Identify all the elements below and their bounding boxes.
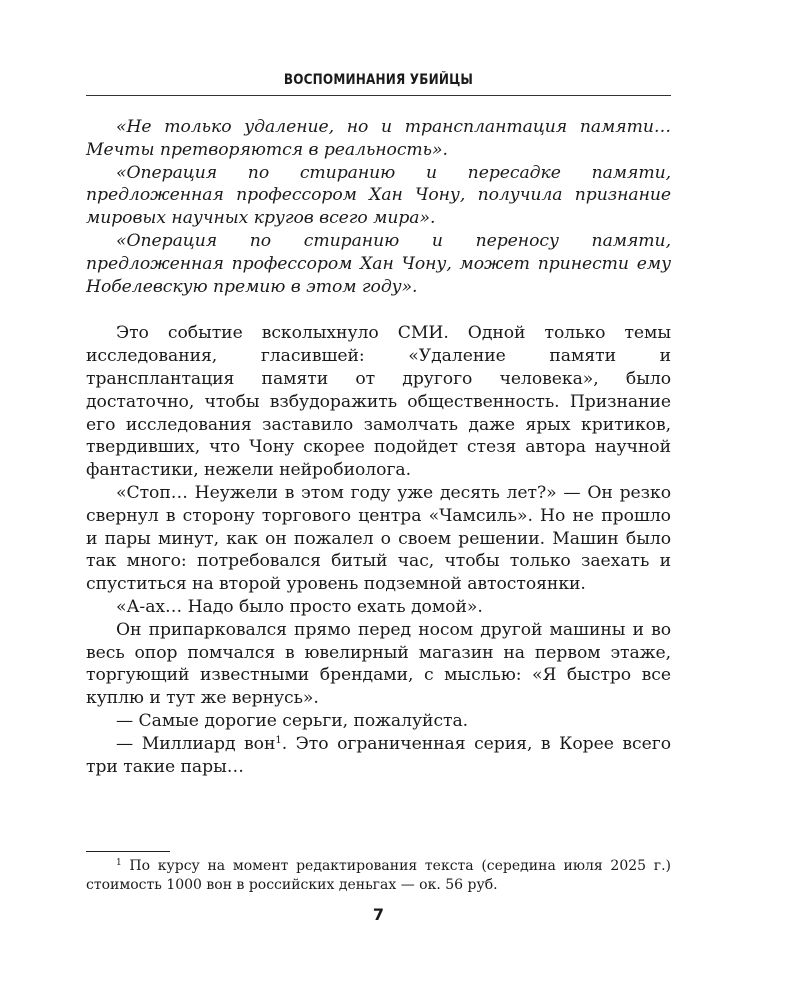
paragraph: «Стоп… Неужели в этом году уже десять лет?» — Он резко свернул в сторону торгового центра «Чамсиль». Но не прошло и пары минут, как он пожалел о своем решении. Машин было так много: потребовался битый час, чтобы только заехать и спуститься на второй уровень подземной автостоянки. xyxy=(86,482,671,595)
quote-line: «Операция по стиранию и переносу памяти, предложенная профессором Хан Чону, может принести ему Нобелевскую премию в этом году». xyxy=(86,230,671,297)
dialogue-text-continued: . Это ограниченная серия, в Корее всего три такие пары… xyxy=(86,733,671,777)
book-page xyxy=(86,0,671,1000)
paragraph: Он припарковался прямо перед носом другой машины и во весь опор помчался в ювелирный магазин на первом этаже, торгующий известными брендами, с мыслью: «Я быстро все куплю и тут же вернусь». xyxy=(86,619,671,709)
quote-line: «Не только удаление, но и трансплантация памяти… Мечты претворяются в реальность». xyxy=(86,117,671,160)
dialogue-line-with-footnote xyxy=(86,733,671,779)
section-gap xyxy=(86,298,671,322)
page-number: 7 xyxy=(372,905,385,924)
running-head: ВОСПОМИНАНИЯ УБИЙЦЫ xyxy=(283,72,474,88)
footnote xyxy=(86,857,671,894)
running-head-rule xyxy=(86,95,671,96)
main-text xyxy=(86,116,671,778)
footnote-separator xyxy=(86,851,170,852)
paragraph: Это событие всколыхнуло СМИ. Одной только темы исследования, гласившей: «Удаление памяти и трансплантация памяти от другого человека», было достаточно, чтобы взбудоражить общественность. Признание его исследования заставило замолчать даже ярых критиков, твердивших, что Чону скорее подойдет стезя автора научной фантастики, нежели нейробиолога. xyxy=(86,323,671,481)
footnote-reference[interactable]: 1 xyxy=(275,734,282,746)
dialogue-line: — Самые дорогие серьги, пожалуйста. xyxy=(116,710,469,731)
quote-block xyxy=(86,116,671,298)
paragraph: «А-ах… Надо было просто ехать домой». xyxy=(116,596,483,617)
footnote-text: По курсу на момент редактирования текста (середина июля 2025 г.) стоимость 1000 вон в российских деньгах — ок. 56 руб. xyxy=(86,858,671,893)
quote-line: «Операция по стиранию и пересадке памяти, предложенная профессором Хан Чону, получила признание мировых научных кругов всего мира». xyxy=(86,162,671,229)
dialogue-text: — Миллиард вон xyxy=(116,733,276,754)
footnote-mark: 1 xyxy=(116,858,122,868)
footnote-text-line xyxy=(86,857,671,894)
